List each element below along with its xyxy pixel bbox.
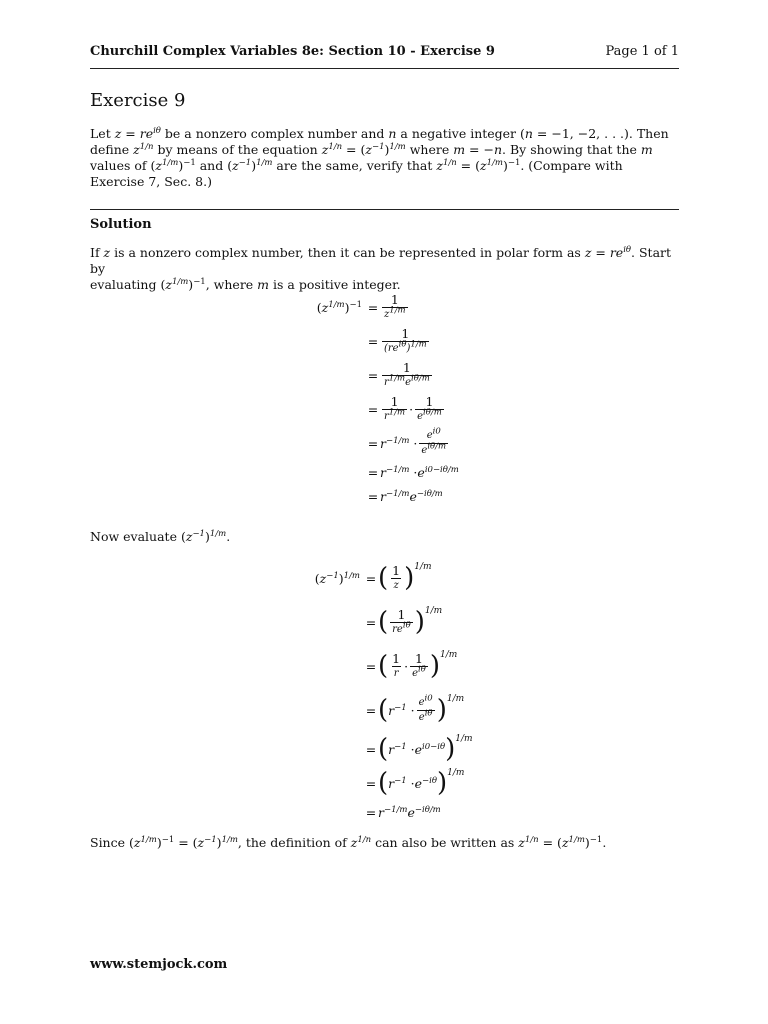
header-title: Churchill Complex Variables 8e: Section 10 - Exercise 9: [90, 44, 495, 59]
equation-block-1: $(z^{1/m})^{-1}$ = $\frac{1}{z^{1/m}}$ = $\frac{1}{(re^{i\theta})^{1/m}}$ = $\frac{1}{r^{1/m}e^{i\theta/m}}$ = $\frac{1}{r^{1/m}}$ · $\frac{1}{e^{i\theta/m}}$ = $r^{-1/m}$ · $\frac{e^{i0}}{e^{i\theta/m}}$ = $r^{-1/m}$ · $e^{i0-i\theta/m}$ = $r^{-1/m}e^{-i\theta/m}$: [316, 291, 459, 504]
solution-heading: Solution: [90, 217, 152, 232]
exercise-title: Exercise 9: [90, 90, 186, 111]
solution-paragraph-2: Now evaluate $(z^{-1})^{1/m}$.: [90, 528, 231, 544]
document-page: [90, 0, 679, 1024]
header-rule: [90, 68, 679, 69]
problem-statement: Let $z = re^{i\theta}$ be a nonzero complex number and n a negative integer (n = −1, −2, . . .). Then define $z^{1/n}$ by means of the equation $z^{1/n} = (z^{-1})^{1/m}$ where m = −n. By showing that the m values of $(z^{1/m})^{-1}$ and $(z^{-1})^{1/m}$ are the same, verify that $z^{1/n} = (z^{1/m})^{-1}$. (Compare with Exercise 7, Sec. 8.): [90, 125, 669, 189]
solution-conclusion: Since $(z^{1/m})^{-1} = (z^{-1})^{1/m}$, the definition of $z^{1/n}$ can also be written as $z^{1/n} = (z^{1/m})^{-1}$.: [90, 834, 607, 850]
page-header: [90, 44, 679, 59]
solution-paragraph-1: If z is a nonzero complex number, then it can be represented in polar form as $z = re^{i\theta}$. Start by evaluating $(z^{1/m})^{-1}$, where m is a positive integer.: [90, 244, 672, 292]
page-number: Page 1 of 1: [605, 44, 679, 59]
section-rule: [90, 209, 679, 210]
equation-block-2: $(z^{-1})^{1/m}$ = ( $\frac{1}{z}$ ) 1/m = ( $\frac{1}{re^{i\theta}}$ ) 1/m = ( $\frac{1}{r}$ · $\frac{1}{e^{i\theta}}$ ) 1/m = ( $r^{-1}$ · $\frac{e^{i0}}{e^{i\theta}}$ ) 1/m = ( $r^{-1}$ · $e^{i0-i\theta}$ ) 1/m = ( $r^{-1}$ · $e^{-i\theta}$ ) 1/m = $r^{-1/m}e^{-i\theta/m}$: [314, 561, 473, 820]
footer-link[interactable]: www.stemjock.com: [90, 957, 228, 972]
